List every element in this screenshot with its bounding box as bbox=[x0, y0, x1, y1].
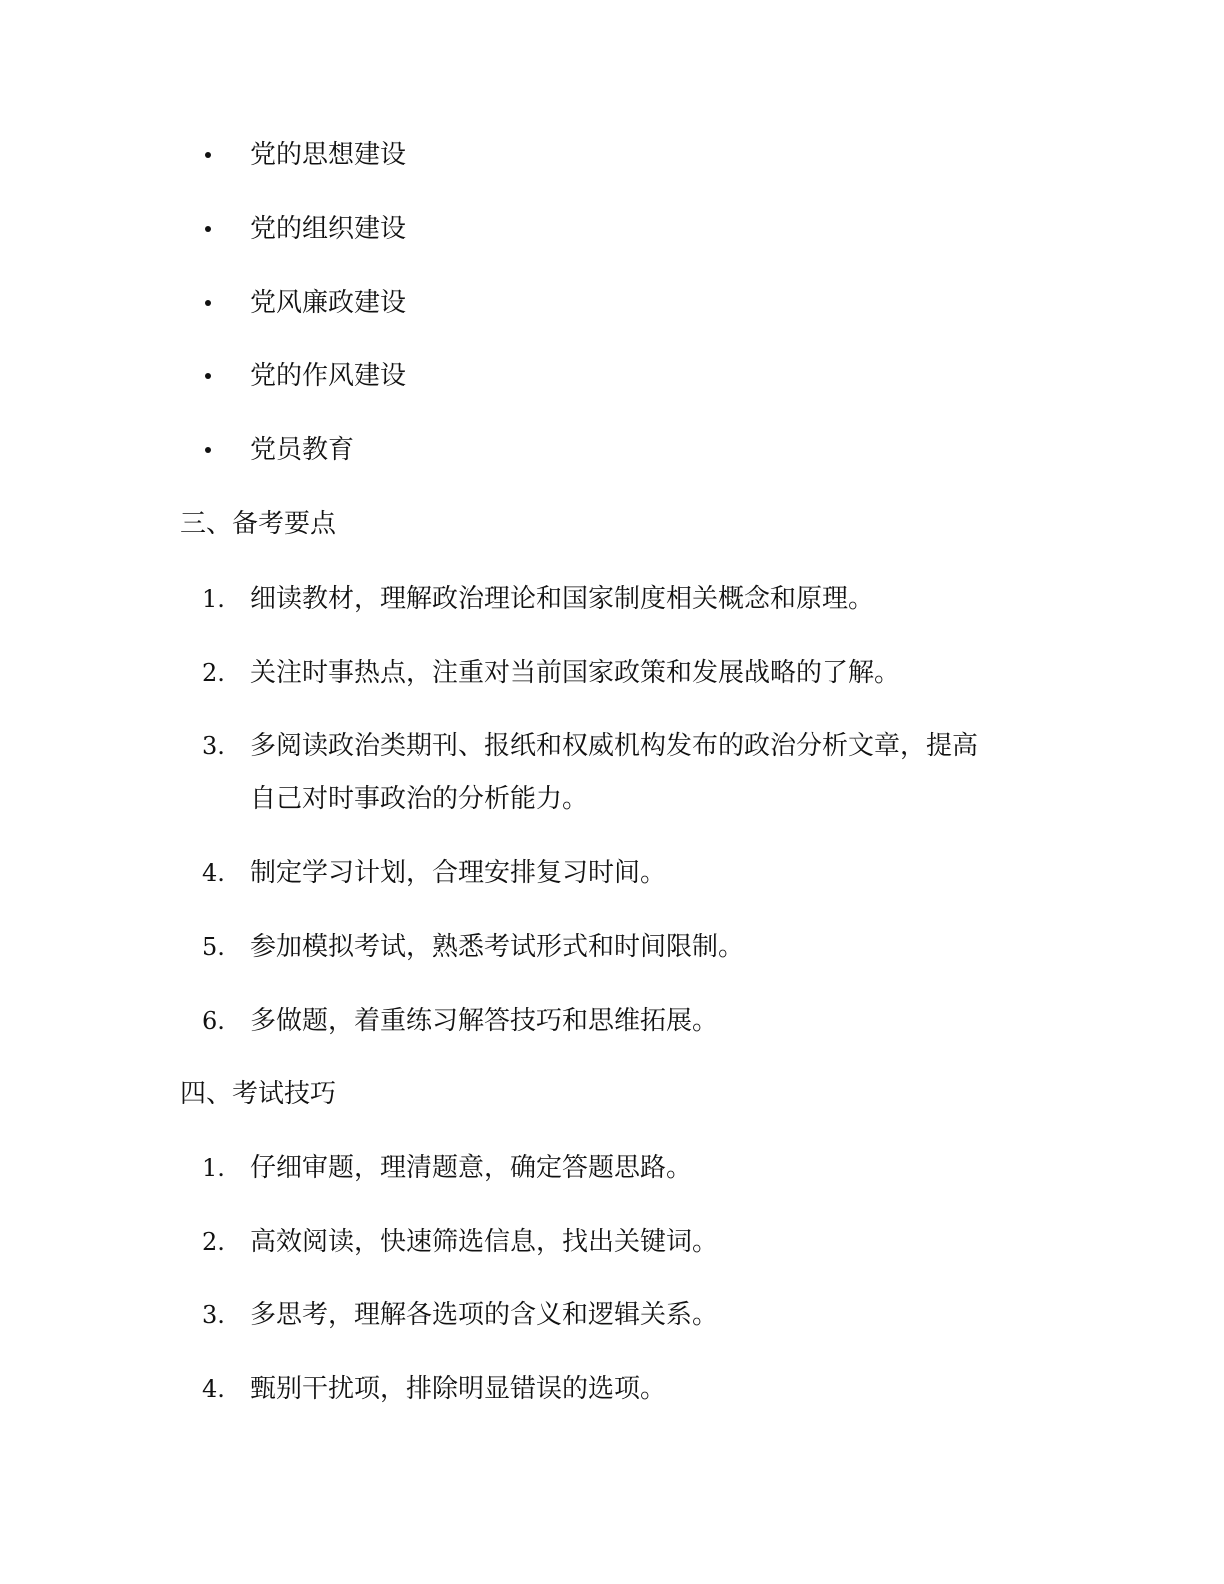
list-number: 1. bbox=[202, 1154, 225, 1182]
list-number: 5. bbox=[202, 933, 225, 961]
bullet-item: 党员教育 bbox=[250, 435, 355, 465]
list-item: 高效阅读，快速筛选信息，找出关键词。 bbox=[250, 1227, 719, 1257]
bullet-dot-icon bbox=[205, 373, 211, 379]
list-number: 1. bbox=[202, 585, 225, 613]
list-item: 多阅读政治类期刊、报纸和权威机构发布的政治分析文章，提高 bbox=[250, 731, 979, 761]
list-item-continuation: 自己对时事政治的分析能力。 bbox=[250, 784, 589, 814]
bullet-dot-icon bbox=[205, 447, 211, 453]
list-number: 3. bbox=[202, 1301, 225, 1329]
bullet-dot-icon bbox=[205, 226, 211, 232]
list-number: 6. bbox=[202, 1007, 225, 1035]
section-heading: 三、备考要点 bbox=[180, 509, 337, 539]
bullet-item: 党的组织建设 bbox=[250, 214, 407, 244]
list-item: 细读教材，理解政治理论和国家制度相关概念和原理。 bbox=[250, 584, 875, 614]
list-number: 3. bbox=[202, 732, 225, 760]
list-item: 多做题，着重练习解答技巧和思维拓展。 bbox=[250, 1006, 719, 1036]
list-item: 甄别干扰项，排除明显错误的选项。 bbox=[250, 1374, 667, 1404]
list-item: 参加模拟考试，熟悉考试形式和时间限制。 bbox=[250, 932, 745, 962]
bullet-item: 党的思想建设 bbox=[250, 140, 407, 170]
list-number: 2. bbox=[202, 659, 225, 687]
list-item: 制定学习计划，合理安排复习时间。 bbox=[250, 858, 667, 888]
bullet-item: 党的作风建设 bbox=[250, 361, 407, 391]
list-number: 2. bbox=[202, 1228, 225, 1256]
list-item: 仔细审题，理清题意，确定答题思路。 bbox=[250, 1153, 693, 1183]
list-item: 多思考，理解各选项的含义和逻辑关系。 bbox=[250, 1300, 719, 1330]
bullet-dot-icon bbox=[205, 300, 211, 306]
list-number: 4. bbox=[202, 1375, 225, 1403]
section-heading: 四、考试技巧 bbox=[180, 1079, 337, 1109]
bullet-dot-icon bbox=[205, 152, 211, 158]
list-number: 4. bbox=[202, 859, 225, 887]
list-item: 关注时事热点，注重对当前国家政策和发展战略的了解。 bbox=[250, 658, 901, 688]
bullet-item: 党风廉政建设 bbox=[250, 288, 407, 318]
